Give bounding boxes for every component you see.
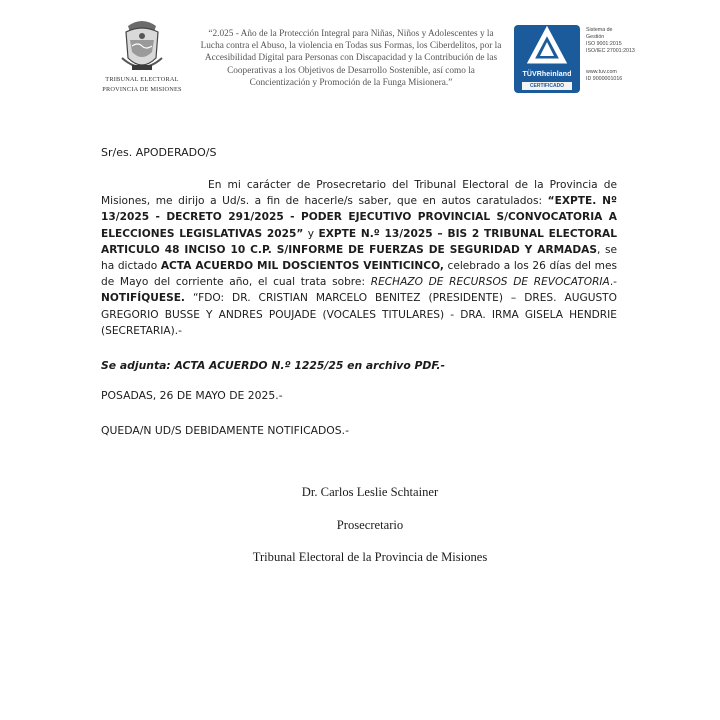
signatory-name: Dr. Carlos Leslie Schtainer: [301, 485, 439, 499]
cert-line-1: Sistema de: [586, 27, 613, 33]
p1-acta: ACTA ACUERDO MIL DOSCIENTOS VEINTICINCO,: [160, 260, 444, 273]
cert-line-5: www.tuv.com: [586, 69, 617, 75]
tuv-certified-label: CERTIFICADO: [522, 82, 572, 90]
tuv-brand: TÜVRheinland: [522, 71, 572, 78]
org-name-line2: PROVINCIA DE MISIONES: [102, 85, 182, 93]
p1-expte2: EXPTE N.º 13/2025 – BIS 2 TRIBUNAL ELECTORAL ARTICULO 48 INCISO 10 C.P. S/INFORME DE FUERZAS DE SEGURIDAD Y ARMADAS: [101, 227, 617, 256]
p1-firmas: “FDO: DR. CRISTIAN MARCELO BENITEZ (PRESIDENTE) – DRES. AUGUSTO GREGORIO BUSSE Y ANDRES POUJADE (VOCALES TITULARES) - DRA. IRMA GISELA HENDRIE (SECRETARIA).-: [101, 292, 617, 337]
letterhead: [0, 0, 720, 110]
tuv-triangle-icon: [514, 25, 580, 71]
cert-line-6: ID 9000001016: [586, 76, 623, 82]
p1-expte1: “EXPTE. Nº 13/2025 - DECRETO 291/2025 - PODER EJECUTIVO PROVINCIAL S/CONVOCATORIA A ELECCIONES LEGISLATIVAS 2025”: [101, 195, 617, 240]
notified-statement: QUEDA/N UD/S DEBIDAMENTE NOTIFICADOS.-: [101, 424, 349, 437]
year-motto: “2.025 - Año de la Protección Integral para Niñas, Niños y Adolescentes y la Lucha contra el Abuso, la violencia en Todas sus Formas, los Ciberdelitos, por la Accesibilidad Digital para Personas con Discapacidad y la Contribución de las Cooperativas a los Objetivos de Desarrollo Sostenible, así como la Concientización y Promoción de la Funga Misionera.”: [200, 29, 502, 88]
p1-intro: En mi carácter de Prosecretario del Tribunal Electoral de la Provincia de Misiones, me dirijo a Ud/s. a fin de hacerle/s saber, que en autos caratulados:: [101, 179, 617, 208]
institution-seal-block: [92, 18, 192, 93]
signatory-organization: Tribunal Electoral de la Provincia de Misiones: [252, 550, 488, 564]
cert-line-3: ISO 9001:2015: [586, 41, 622, 47]
p1-notifiquese: NOTIFÍQUESE.: [101, 292, 185, 305]
p1-rechazo: RECHAZO DE RECURSOS DE REVOCATORIA: [370, 276, 610, 289]
notification-paragraph: [101, 177, 617, 339]
cert-line-2: Gestión: [586, 34, 605, 40]
certification-info: [586, 27, 646, 83]
p1-dictado: , se ha dictado: [101, 243, 617, 273]
attachment-note: Se adjunta: ACTA ACUERDO N.º 1225/25 en archivo PDF.-: [101, 359, 445, 372]
tuv-badge: [514, 25, 580, 93]
certification-block: [514, 25, 644, 93]
signatory-title: Prosecretario: [336, 518, 404, 532]
p1-dot: .-: [609, 276, 618, 289]
place-date: POSADAS, 26 DE MAYO DE 2025.-: [101, 389, 283, 402]
p1-fecha: celebrado a los 26 días del mes de Mayo del corriente año, el cual trata sobre:: [101, 260, 617, 289]
salutation: Sr/es. APODERADO/S: [101, 146, 217, 159]
org-name-line1: TRIBUNAL ELECTORAL: [105, 76, 179, 83]
cert-line-4: ISO/IEC 27001:2013: [586, 48, 635, 54]
coat-of-arms-icon: [118, 18, 166, 74]
p1-and: y: [303, 227, 319, 240]
